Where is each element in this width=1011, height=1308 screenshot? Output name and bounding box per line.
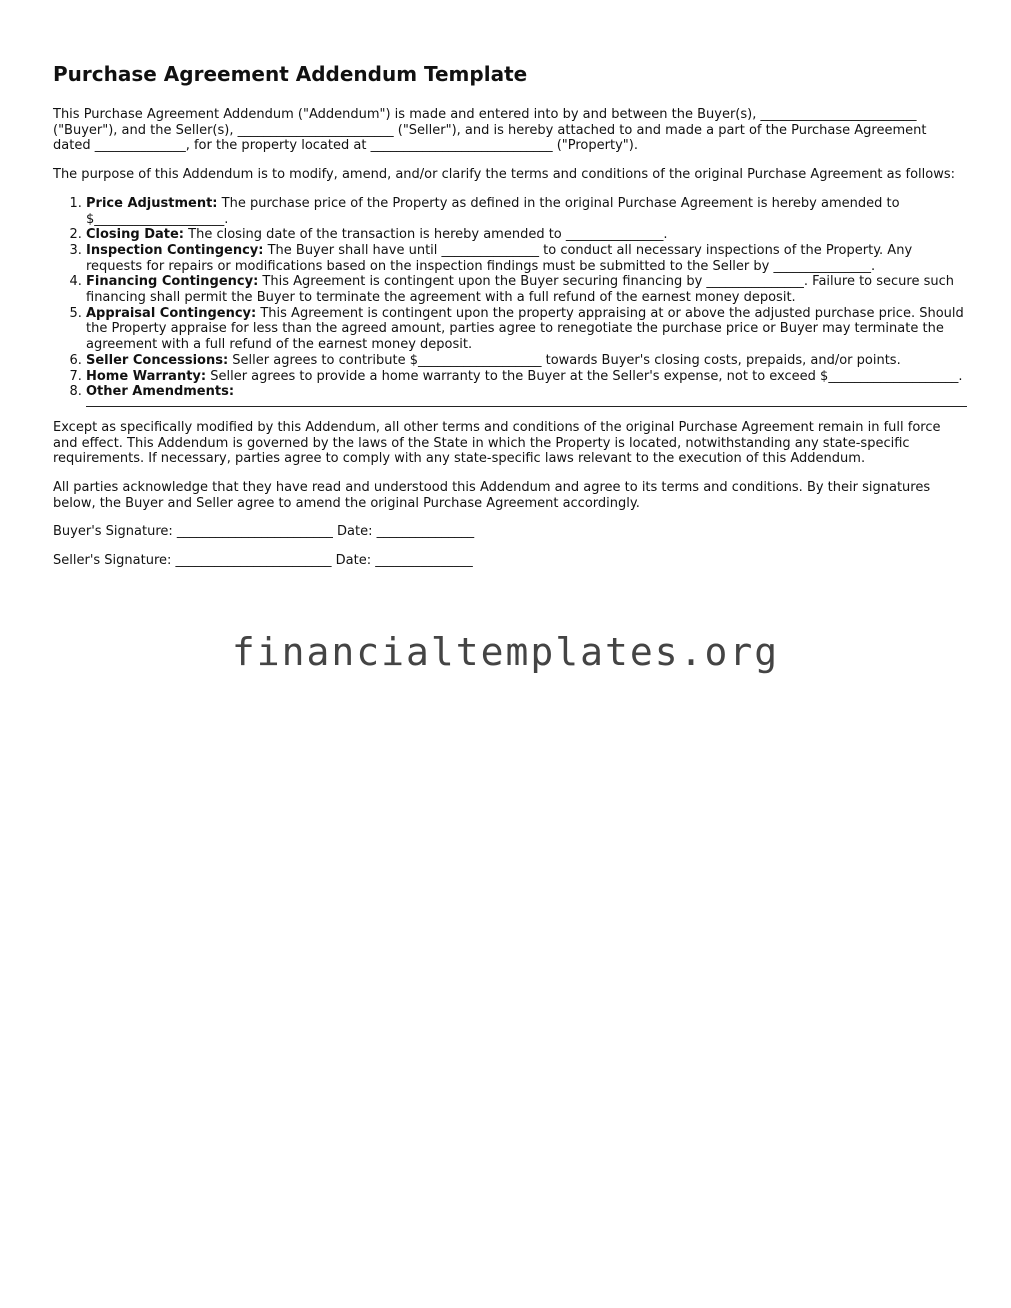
list-item — [86, 384, 968, 407]
purpose-paragraph: The purpose of this Addendum is to modify, amend, and/or clarify the terms and conditions of the original Purchase Agreement as follows: — [53, 167, 956, 183]
list-item — [86, 227, 968, 243]
item-text: The Buyer shall have until _______________ to conduct all necessary inspections of the Property. Any requests for repairs or modifications based on the inspection findings must be submitted to the Seller by _______________. — [86, 242, 913, 274]
item-label: Inspection Contingency: — [86, 242, 264, 258]
amendments-list — [53, 196, 968, 407]
item-label: Appraisal Contingency: — [86, 305, 257, 321]
seller-signature-line: Seller's Signature: ________________________ Date: _______________ — [53, 553, 473, 569]
item-label: Financing Contingency: — [86, 274, 259, 290]
item-text: This Agreement is contingent upon the property appraising at or above the adjusted purchase price. Should the Property appraise for less than the agreed amount, parties agree to renegotiate the purchase price or Buyer may terminate the agreement with a full refund of the earnest money deposit. — [86, 305, 964, 353]
item-text: This Agreement is contingent upon the Buyer securing financing by _______________. Failure to secure such financing shall permit the Buyer to terminate the agreement with a full refund of the earnest money deposit. — [86, 274, 955, 306]
list-item — [86, 369, 968, 385]
document-body — [53, 60, 968, 582]
closing-paragraph-2: All parties acknowledge that they have read and understood this Addendum and agree to its terms and conditions. By their signatures below, the Buyer and Seller agree to amend the original Purchase Agreement accordingly. — [53, 480, 931, 511]
list-item — [86, 196, 968, 227]
other-amendments-line — [86, 400, 967, 407]
item-text: The closing date of the transaction is hereby amended to _______________. — [184, 227, 668, 243]
intro-paragraph: This Purchase Agreement Addendum ("Addendum") is made and entered into by and between the Buyer(s), ________________________ ("Buyer"), and the Seller(s), ________________________ ("Seller"), and is hereby attached to and made a part of the Purchase Agreement dated ______________, for the property located at ____________________________ ("Property"). — [53, 107, 927, 154]
item-text: Seller agrees to contribute $___________________ towards Buyer's closing costs, prepaids, and/or points. — [228, 352, 901, 368]
item-label: Seller Concessions: — [86, 352, 229, 368]
item-label: Closing Date: — [86, 227, 185, 243]
item-text: Seller agrees to provide a home warranty to the Buyer at the Seller's expense, not to exceed $____________________. — [206, 368, 963, 384]
list-item — [86, 306, 968, 353]
buyer-signature-line: Buyer's Signature: ________________________ Date: _______________ — [53, 524, 475, 540]
list-item — [86, 243, 968, 274]
item-label: Price Adjustment: — [86, 195, 218, 211]
closing-paragraph-1: Except as specifically modified by this Addendum, all other terms and conditions of the original Purchase Agreement remain in full force and effect. This Addendum is governed by the laws of the State in which the Property is located, notwithstanding any state-specific requirements. If necessary, parties agree to comply with any state-specific laws relevant to the execution of this Addendum. — [53, 419, 941, 467]
list-item — [86, 274, 968, 305]
item-label: Other Amendments: — [86, 384, 235, 400]
item-text: The purchase price of the Property as defined in the original Purchase Agreement is hereby amended to $____________________. — [86, 195, 900, 227]
list-item — [86, 353, 968, 369]
item-label: Home Warranty: — [86, 368, 207, 384]
watermark-text: financialtemplates.org — [231, 630, 780, 674]
document-title: Purchase Agreement Addendum Template — [53, 62, 528, 86]
